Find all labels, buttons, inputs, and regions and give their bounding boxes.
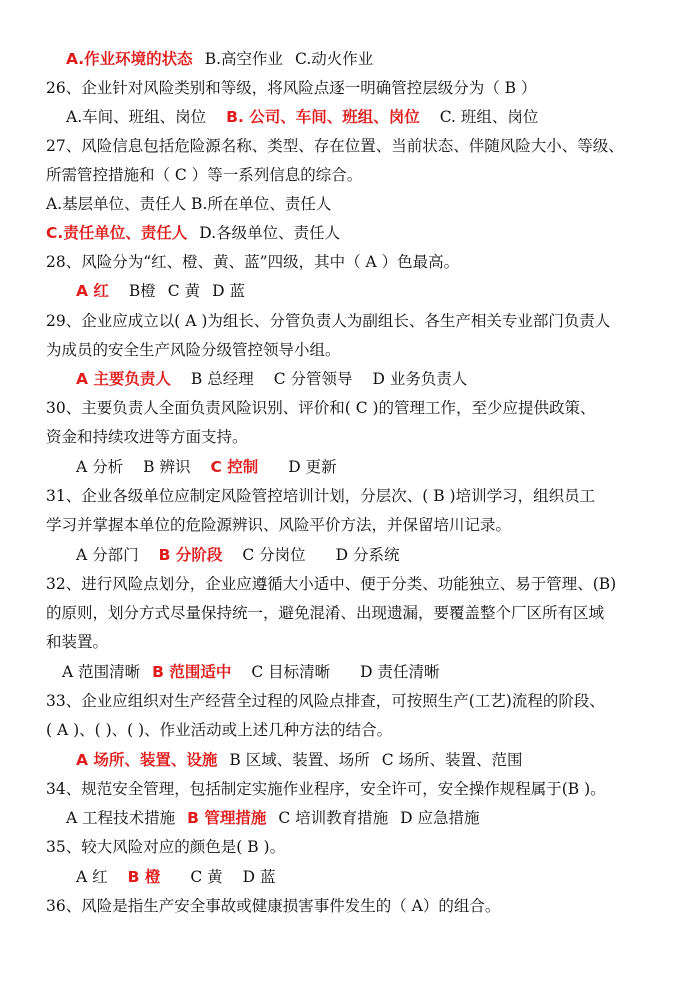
q35-stem: 35、较大风险对应的颜色是( B )。 [46,838,286,856]
q31-stem-line1: 31、企业各级单位应制定风险管控培训计划，分层次、( B )培训学习，组织员工 [46,487,596,505]
q30-option-b: B 辨识 [143,458,191,476]
q26-option-b: B. 公司、车间、班组、岗位 [226,108,420,126]
q27-options-ab: A.基层单位、责任人 B.所在单位、责任人 [46,195,332,213]
q35-option-c: C 黄 [190,868,223,886]
q28-option-b: B橙 [128,282,156,300]
q32-stem-line1: 32、进行风险点划分，企业应遵循大小适中、便于分类、功能独立、易于管理、(B) [46,575,617,593]
q32-option-d: D 责任清晰 [360,663,440,681]
q31-option-d: D 分系统 [335,546,400,564]
q29-option-c: C 分管领导 [273,370,353,388]
q34-stem: 34、规范安全管理，包括制定实施作业程序，安全许可，安全操作规程属于(B )。 [46,780,606,798]
q31-stem-line2: 学习并掌握本单位的危险源辨识、风险平价方法，并保留培川记录。 [46,516,512,534]
q30-stem-line1: 30、主要负责人全面负责风险识别、评价和( C )的管理工作，至少应提供政策、 [46,399,596,417]
q35-options [76,866,276,888]
q25-option-b: B.高空作业 [204,50,284,68]
q34-option-a: A 工程技术措施 [66,809,176,827]
q26-option-a: A.车间、班组、岗位 [66,108,207,126]
q31-option-b: B 分阶段 [158,546,223,564]
q33-option-c: C 场所、装置、范围 [381,751,523,769]
q29-stem-line2: 为成员的安全生产风险分级管控领导小组。 [46,341,341,359]
q30-option-d: D 更新 [288,458,337,476]
q33-stem-line1: 33、企业应组织对生产经营全过程的风险点排查，可按照生产(工艺)流程的阶段、 [46,692,605,710]
q36-stem: 36、风险是指生产安全事故或健康损害事件发生的（ A）的组合。 [46,897,501,915]
q33-option-b: B 区域、装置、场所 [229,751,370,769]
q28-stem: 28、风险分为“红、橙、黄、蓝”四级，其中（ A ）色最高。 [46,253,460,271]
q26-option-c: C. 班组、岗位 [439,108,539,126]
q27-stem-line2: 所需管控措施和（ C ）等一系列信息的综合。 [46,166,363,184]
q26-stem: 26、企业针对风险类别和等级，将风险点逐一明确管控层级分为（ B ） [46,79,537,97]
q33-option-a: A 场所、装置、设施 [76,751,218,769]
q35-option-a: A 红 [76,868,108,886]
q32-option-b: B 范围适中 [152,663,232,681]
q29-stem-line1: 29、企业应成立以( A )为组长、分管负责人为副组长、各生产相关专业部门负责人 [46,312,611,330]
q30-options [76,456,337,478]
q29-option-d: D 业务负责人 [372,370,468,388]
q27-options-cd [46,222,340,244]
q25-option-a: A.作业环境的状态 [66,50,193,68]
q30-option-c: C 控制 [210,458,259,476]
q27-option-d: D.各级单位、责任人 [199,224,341,242]
q30-option-a: A 分析 [76,458,124,476]
q28-option-a: A 红 [76,282,109,300]
q28-options [76,280,245,302]
q34-options [66,807,480,829]
q35-option-b: B 橙 [127,868,161,886]
q32-stem-line3: 和装置。 [46,633,109,651]
q25-options [66,48,373,70]
q26-options [66,106,538,128]
q34-option-b: B 管理措施 [187,809,267,827]
q29-option-a: A 主要负责人 [76,370,171,388]
q31-option-a: A 分部门 [76,546,139,564]
q28-option-c: C 黄 [167,282,201,300]
q28-option-d: D 蓝 [212,282,245,300]
q29-options [76,368,467,390]
q34-option-d: D 应急措施 [400,809,480,827]
q30-stem-line2: 资金和持续攻进等方面支持。 [46,428,248,446]
q25-option-c: C.动火作业 [295,50,374,68]
q31-options [76,544,400,566]
q31-option-c: C 分岗位 [242,546,306,564]
q32-options [62,661,440,683]
q33-stem-line2: ( A )、( )、( )、作业活动或上述几种方法的结合。 [46,721,393,739]
q32-stem-line2: 的原则，划分方式尽量保持统一，避免混淆、出现遗漏，要覆盖整个厂区所有区域 [46,604,605,622]
q32-option-a: A 范围清晰 [62,663,141,681]
q34-option-c: C 培训教育措施 [278,809,389,827]
q27-option-c: C.责任单位、责任人 [46,224,188,242]
q32-option-c: C 目标清晰 [251,663,331,681]
q33-options [76,749,523,771]
q29-option-b: B 总经理 [190,370,254,388]
q35-option-d: D 蓝 [242,868,276,886]
q27-stem-line1: 27、风险信息包括危险源名称、类型、存在位置、当前状态、伴随风险大小、等级、 [46,137,624,155]
